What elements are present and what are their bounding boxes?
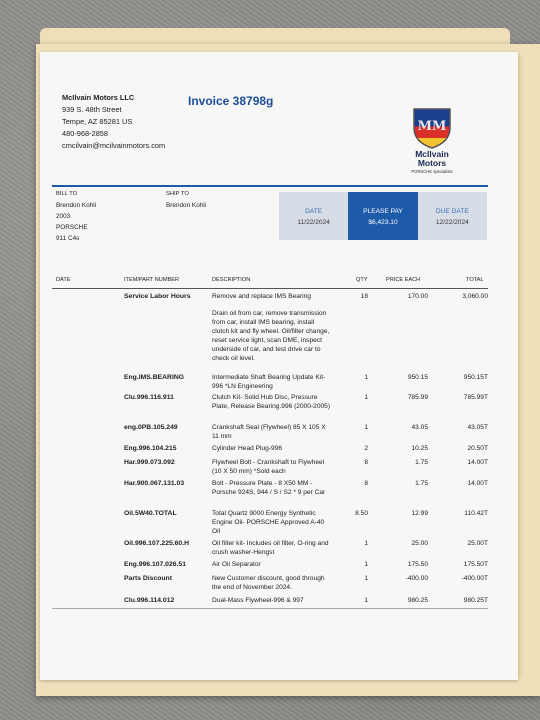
row-price: 950.15 — [407, 374, 428, 381]
bill-to-name: Brendon Kohli — [56, 202, 97, 209]
row-total: -400.00T — [461, 575, 488, 582]
row-total: 14.00T — [467, 480, 488, 487]
row-price: 43.05 — [411, 424, 428, 431]
header-date: DATE — [56, 277, 71, 283]
due-date-value: 12/22/2024 — [435, 219, 469, 226]
row-total: 25.00T — [467, 540, 488, 547]
row-qty: 1 — [364, 597, 368, 604]
row-qty: 1 — [364, 394, 368, 401]
row-item: Parts Discount — [124, 575, 172, 582]
company-email: cmcilvain@mcilvainmotors.com — [62, 141, 166, 150]
row-total: 950.15T — [463, 374, 488, 381]
row-description: Oil filter kit- Includes oil filter, O-ring and crush washer-Hengst — [212, 540, 329, 556]
row-price: -400.00 — [405, 575, 428, 582]
row-item: Eng.996.104.215 — [124, 445, 177, 452]
ship-to-name: Brendon Kohli — [166, 202, 207, 209]
date-value: 11/22/2024 — [297, 219, 330, 226]
row-total: 980.25T — [463, 597, 488, 604]
row-description: Drain oil from car, remove transmission from car, install IMS bearing, install clutch kit and fly wheel. Oil/filter change, reset service light, scan DME, inspect underside of car, and test drive car to check oil level. — [212, 310, 330, 362]
company-street: 939 S. 48th Street — [62, 105, 122, 114]
bill-to-model: 911 C4s — [56, 235, 80, 242]
due-date-label: DUE DATE — [435, 208, 469, 215]
header-qty: QTY — [356, 277, 368, 283]
row-description: Air Oil Separator — [212, 561, 261, 568]
logo-initials: MM — [417, 119, 447, 134]
row-price: 1.75 — [415, 459, 428, 466]
row-item: Service Labor Hours — [124, 293, 191, 300]
row-qty: 8 — [364, 459, 368, 466]
row-price: 980.25 — [407, 597, 428, 604]
row-total: 20.50T — [467, 445, 488, 452]
row-qty: 18 — [360, 293, 368, 300]
logo-tagline: PORSCHE specialists — [411, 169, 453, 174]
company-phone: 480-968-2858 — [62, 129, 109, 138]
header-divider — [52, 185, 488, 187]
row-qty: 8 — [364, 480, 368, 487]
row-qty: 1 — [364, 575, 368, 582]
row-description: Intermediate Shaft Bearing Update Kit- 996 *LN Engineering — [212, 374, 326, 390]
summary-boxes — [279, 192, 487, 240]
row-description: Remove and replace IMS Bearing — [212, 293, 311, 300]
row-description: New Customer discount, good through the end of November 2024. — [212, 575, 325, 591]
row-total: 14.00T — [467, 459, 488, 466]
company-name: McIlvain Motors LLC — [62, 93, 135, 102]
row-description: Clutch Kit- Solid Hub Disc, Pressure Plate, Release Bearing.996 (2000-2005) — [212, 394, 331, 410]
header-item: ITEM/PART NUMBER — [124, 277, 180, 283]
ship-to-block — [166, 189, 206, 211]
date-label: DATE — [305, 208, 323, 215]
row-description: Total Quartz 9000 Energy Synthetic Engine Oil- PORSCHE Approved A-40 Oil — [212, 510, 325, 535]
row-description: Bolt - Pressure Plate - 8 X50 MM - Porsche 924S, 944 / S / S2 * 9 per Car — [212, 480, 326, 496]
row-qty: 1 — [364, 540, 368, 547]
invoice-title: Invoice 38798g — [188, 94, 274, 108]
company-info — [62, 92, 165, 152]
please-pay-label: PLEASE PAY — [363, 208, 403, 215]
shield-icon — [410, 106, 454, 150]
table-bottom-divider — [52, 608, 488, 609]
row-item: Clu.996.114.012 — [124, 597, 175, 604]
ship-to-label: SHIP TO — [166, 191, 189, 197]
logo-name-line2: Motors — [417, 158, 447, 168]
bill-to-make: PORSCHE — [56, 224, 88, 231]
row-price: 10.25 — [411, 445, 428, 452]
table-header — [52, 274, 488, 289]
header-total: TOTAL — [466, 277, 484, 283]
bill-to-year: 2003 — [56, 213, 71, 220]
row-item: Clu.996.116.911 — [124, 394, 174, 401]
row-qty: 8.50 — [355, 510, 368, 517]
row-item: Har.999.073.092 — [124, 459, 175, 466]
row-price: 785.99 — [407, 394, 428, 401]
row-price: 12.99 — [411, 510, 428, 517]
bill-to-label: BILL TO — [56, 191, 78, 197]
row-total: 110.42T — [464, 510, 488, 517]
date-box — [279, 192, 348, 240]
due-date-box — [418, 192, 487, 240]
row-description: Crankshaft Seal (Flywheel) 85 X 105 X 11 mm — [212, 424, 326, 440]
row-description: Dual-Mass Flywheel-996 & 997 — [212, 597, 304, 604]
row-total: 43.05T — [467, 424, 488, 431]
company-logo — [396, 106, 468, 174]
row-item: eng.0PB.105.249 — [124, 424, 178, 431]
please-pay-box — [348, 192, 417, 240]
row-item: Har.900.067.131.03 — [124, 480, 185, 487]
row-description: Flywheel Bolt - Crankshaft to Flywheel (10 X 50 mm) *Sold each — [212, 459, 325, 475]
row-price: 175.50 — [407, 561, 428, 568]
row-qty: 1 — [364, 561, 368, 568]
invoice-paper — [40, 52, 518, 680]
header-description: DESCRIPTION — [212, 277, 251, 283]
row-price: 1.75 — [415, 480, 428, 487]
row-price: 25.00 — [411, 540, 428, 547]
logo-name-line1: McIlvain — [415, 149, 449, 159]
company-city: Tempe, AZ 85281 US — [62, 117, 133, 126]
row-total: 175.50T — [463, 561, 488, 568]
row-description: Cylinder Head Plug-996 — [212, 445, 283, 452]
bill-to-block — [56, 189, 96, 244]
row-item: Oil.996.107.225.60.H — [124, 540, 189, 547]
please-pay-value: $6,423.10 — [368, 219, 398, 226]
row-item: Eng.996.107.026.51 — [124, 561, 186, 568]
row-item: Eng.IMS.BEARING — [124, 374, 185, 381]
row-total: 3,060.00 — [462, 293, 488, 300]
row-qty: 2 — [364, 445, 368, 452]
row-item: Oil.5W40.TOTAL — [124, 510, 177, 517]
row-qty: 1 — [364, 424, 368, 431]
row-price: 170.00 — [407, 293, 428, 300]
header-price: PRICE EACH — [386, 277, 421, 283]
row-total: 785.99T — [463, 394, 488, 401]
row-qty: 1 — [364, 374, 368, 381]
